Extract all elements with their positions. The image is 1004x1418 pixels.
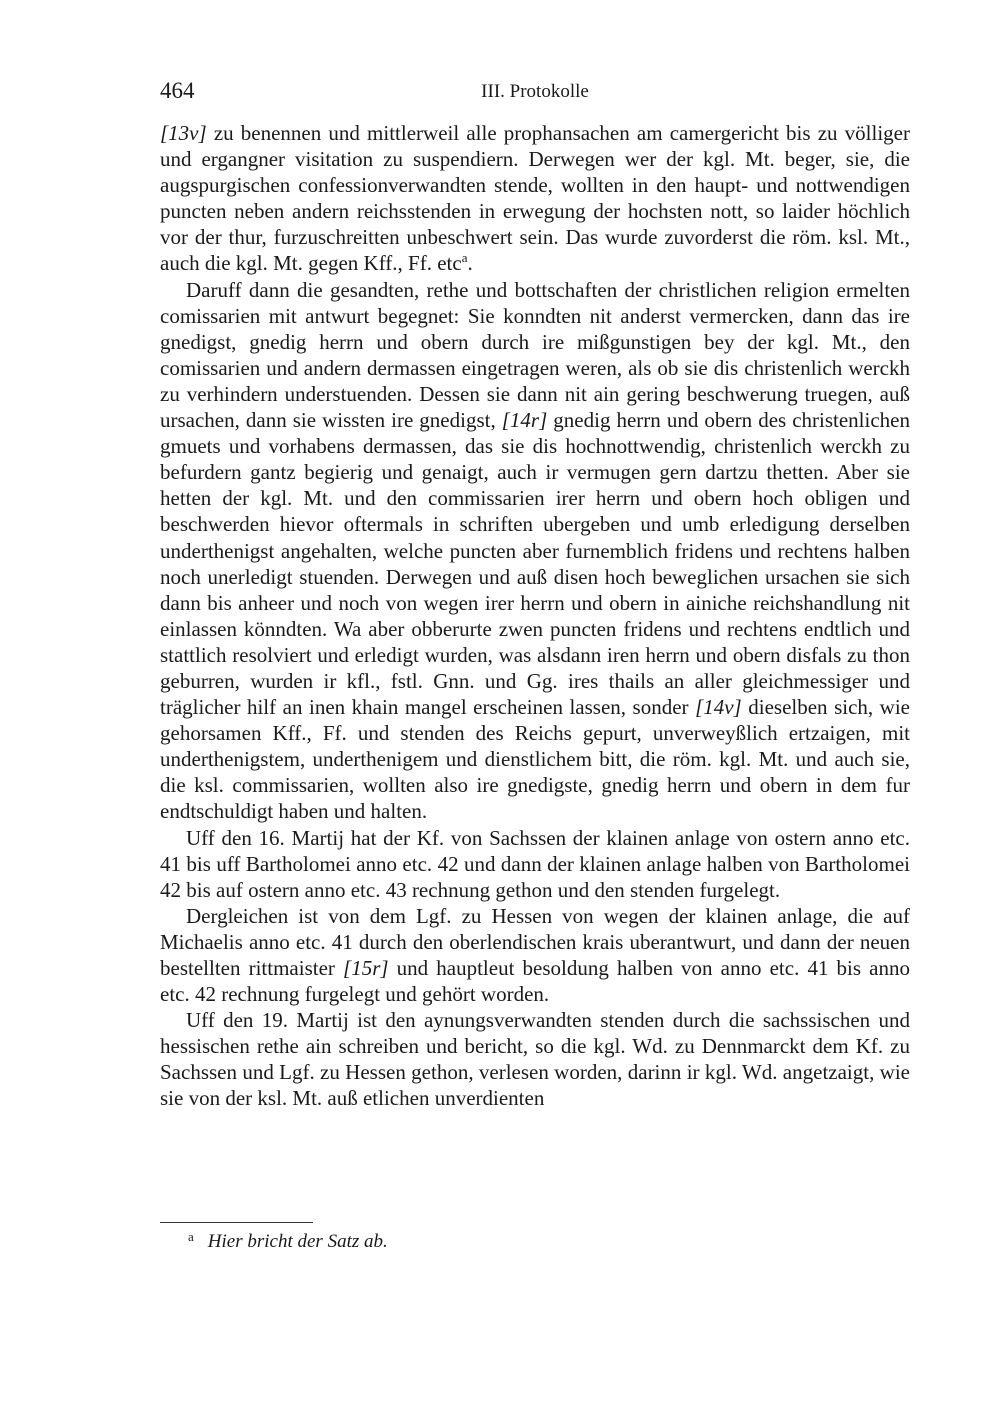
paragraph-text: gnedig herrn und obern des christenlichen gmuets und vorhabens dermassen, das sie dis hochnottwendig, christenlich werckh zu befurdern gantz begierig und genaigt, auch ir vermugen gern dartzu thetten. Aber sie hetten der kgl. Mt. und den commissarien irer herrn und obern hoch obligen und beschwerden hievor oftermals in schriften ubergeben und umb erledigung derselben underthenigst angehalten, welche puncten aber furnemblich fridens und rechtens halben noch unerledigt stuenden. Derwegen und auß disen hoch beweglichen ursachen sie sich dann bis anheer und noch von wegen irer herrn und obern in ainiche reichshandlung nit einlassen könndten. Wa aber obberurte zwen puncten fridens und rechtens endtlich und stattlich resolviert und erledigt wurden, was alsdann iren herrn und obern disfals zu thon geburren, wurden ir kfl., fstl. Gnn. und Gg. ires thails an aller gleichmessiger und träglicher hilf an inen khain mangel erscheinen lassen, sonder <box>160 408 910 720</box>
paragraph-text: und hauptleut besoldung halben von anno etc. 41 bis anno etc. 42 rechnung furgelegt und gehört worden. <box>160 956 911 1007</box>
footnote <box>188 1229 388 1253</box>
paragraph-text: . <box>467 251 473 276</box>
paragraph-text: Dergleichen ist von dem Lgf. zu Hessen von wegen der klainen anlage, die auf Michaelis anno etc. 41 durch den oberlendischen krais uberantwurt, und dann der neuen bestellten rittmaister <box>160 903 910 980</box>
body-text <box>160 120 910 1112</box>
paragraph <box>160 1007 910 1111</box>
paragraph <box>160 903 910 1007</box>
paragraph <box>160 825 910 903</box>
running-head: III. Protokolle <box>481 81 589 102</box>
folio-marker: [13v] <box>160 121 207 145</box>
paragraph-text: Uff den 16. Martij hat der Kf. von Sachssen der klainen anlage von ostern anno etc. 41 bis uff Bartholomei anno etc. 42 und dann der klainen anlage halben von Bartholomei 42 bis auf ostern anno etc. 43 rechnung gethon und den stenden furgelegt. <box>160 825 910 902</box>
footnote-reference[interactable]: a <box>461 250 468 266</box>
paragraph-text: Uff den 19. Martij ist den aynungsverwandten stenden durch die sachssischen und hessischen rethe ain schreiben und bericht, so die kgl. Wd. zu Dennmarckt dem Kf. zu Sachssen und Lgf. zu Hessen gethon, verlesen worden, darinn ir kgl. Wd. angetzaigt, wie sie von der ksl. Mt. auß etlichen unverdienten <box>160 1008 910 1111</box>
page-header <box>160 78 910 110</box>
folio-marker: [15r] <box>343 956 389 980</box>
footnote-mark: a <box>188 1229 194 1244</box>
paragraph <box>160 120 910 277</box>
paragraph-text: dieselben sich, wie gehorsamen Kff., Ff. und stenden des Reichs gepurt, unverweyßlich ertzaigen, mit underthenigstem, underthenigem und dienstlichem bitt, die röm. kgl. Mt. und auch sie, die ksl. commissarien, wollten also ire gnedigste, gnedig herrn und obern in dem fur endtschuldigt haben und halten. <box>160 695 910 824</box>
folio-marker: [14r] <box>501 408 548 433</box>
page-number: 464 <box>160 78 195 103</box>
paragraph-text: Daruff dann die gesandten, rethe und bottschaften der christlichen religion ermelten comissarien mit antwurt begegnet: Sie konndten nit anderst vermercken, dann das ire gnedigst, gnedig herrn und obern durch ire mißgunstigen bey der kgl. Mt., den comissarien und andern dermassen eingetragen weren, als ob sie dis christenlich werckh zu verhindern understuenden. Dessen sie dann nit ain gering beschwerung truegen, auß ursachen, dann sie wissten ire gnedigst, <box>160 277 910 433</box>
footnote-text: Hier bricht der Satz ab. <box>207 1231 388 1252</box>
footnote-divider <box>160 1222 313 1223</box>
folio-marker: [14v] <box>695 695 742 720</box>
paragraph-text: zu benennen und mittlerweil alle prophansachen am camergericht bis zu völliger und ergangner visitation zu suspendiern. Derwegen wer der kgl. Mt. beger, sie, die augspurgischen confessionverwandten stende, wollten in den haupt- und nottwendigen puncten neben andern reichsstenden in erwegung der hochsten nott, so laider höchlich vor der thur, furzuschreitten unbeschwert sein. Das wurde zuvorderst die röm. ksl. Mt., auch die kgl. Mt. gegen Kff., Ff. etc <box>160 121 910 276</box>
paragraph <box>160 277 910 825</box>
